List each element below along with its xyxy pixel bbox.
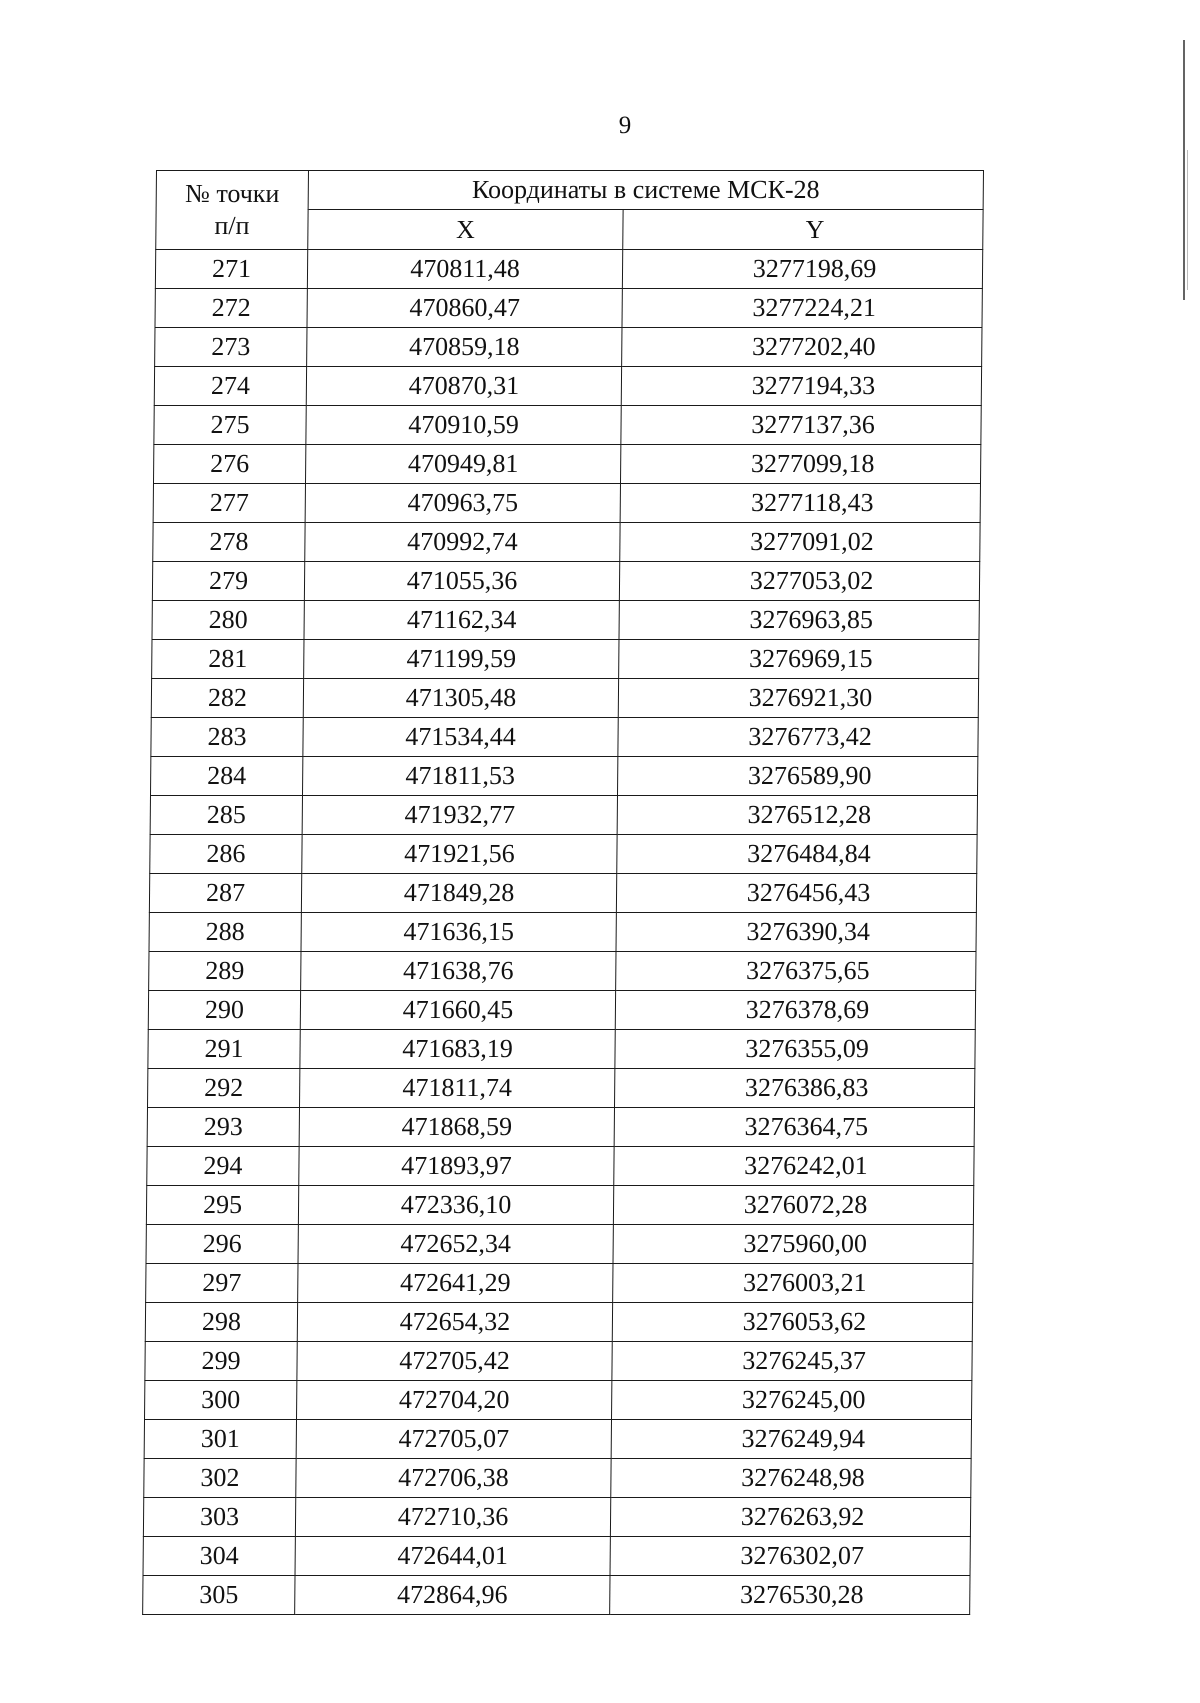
x-coordinate-cell: 471868,59 — [299, 1108, 614, 1147]
y-coordinate-cell: 3277091,02 — [620, 523, 980, 562]
point-number-header-line1: № точки — [184, 179, 280, 208]
x-coordinate-cell: 470860,47 — [307, 289, 622, 328]
table-row — [143, 1576, 970, 1615]
y-coordinate-cell: 3276355,09 — [615, 1030, 975, 1069]
table-row — [153, 523, 980, 562]
y-coordinate-cell: 3276072,28 — [613, 1186, 973, 1225]
x-coordinate-cell: 470963,75 — [305, 484, 620, 523]
point-number-cell: 280 — [152, 601, 304, 640]
y-coordinate-cell: 3276773,42 — [618, 718, 978, 757]
point-number-cell: 283 — [151, 718, 303, 757]
y-coordinate-cell: 3276053,62 — [612, 1303, 972, 1342]
table-row — [152, 562, 979, 601]
point-number-cell: 294 — [147, 1147, 299, 1186]
y-coordinate-cell: 3276484,84 — [617, 835, 977, 874]
y-coordinate-cell: 3276386,83 — [615, 1069, 975, 1108]
point-number-cell: 281 — [152, 640, 304, 679]
y-coordinate-cell: 3276530,28 — [610, 1576, 970, 1615]
point-number-cell: 305 — [143, 1576, 295, 1615]
y-coordinate-cell: 3276003,21 — [613, 1264, 973, 1303]
y-coordinate-cell: 3277194,33 — [621, 367, 981, 406]
x-column-header: X — [308, 210, 623, 250]
point-number-cell: 279 — [152, 562, 304, 601]
table-row — [146, 1264, 973, 1303]
x-coordinate-cell: 471921,56 — [302, 835, 617, 874]
y-coordinate-cell: 3276245,00 — [612, 1381, 972, 1420]
x-coordinate-cell: 472706,38 — [296, 1459, 611, 1498]
table-row — [152, 601, 979, 640]
x-coordinate-cell: 470949,81 — [305, 445, 620, 484]
y-coordinate-cell: 3277198,69 — [622, 250, 982, 289]
coordinates-table — [142, 170, 984, 1615]
y-coordinate-cell: 3277099,18 — [620, 445, 980, 484]
table-row — [154, 367, 981, 406]
point-number-cell: 295 — [146, 1186, 298, 1225]
table-row — [150, 835, 977, 874]
x-coordinate-cell: 472705,42 — [297, 1342, 612, 1381]
point-number-cell: 287 — [149, 874, 301, 913]
table-body — [143, 250, 983, 1615]
point-number-cell: 274 — [154, 367, 306, 406]
point-number-cell: 290 — [148, 991, 300, 1030]
x-coordinate-cell: 472864,96 — [295, 1576, 610, 1615]
table-row — [147, 1108, 974, 1147]
x-coordinate-cell: 472654,32 — [297, 1303, 612, 1342]
y-coordinate-cell: 3276302,07 — [610, 1537, 970, 1576]
x-coordinate-cell: 472641,29 — [298, 1264, 613, 1303]
table-row — [145, 1342, 972, 1381]
x-coordinate-cell: 472704,20 — [297, 1381, 612, 1420]
point-number-cell: 285 — [150, 796, 302, 835]
table-row — [148, 1069, 975, 1108]
x-coordinate-cell: 472652,34 — [298, 1225, 613, 1264]
x-coordinate-cell: 470811,48 — [307, 250, 622, 289]
table-row — [153, 484, 980, 523]
point-number-cell: 300 — [145, 1381, 297, 1420]
y-coordinate-cell: 3275960,00 — [613, 1225, 973, 1264]
point-number-cell: 271 — [155, 250, 307, 289]
x-coordinate-cell: 471055,36 — [304, 562, 619, 601]
point-number-cell: 278 — [153, 523, 305, 562]
point-number-cell: 304 — [143, 1537, 295, 1576]
point-number-cell: 275 — [154, 406, 306, 445]
table-row — [146, 1225, 973, 1264]
point-number-cell: 291 — [148, 1030, 300, 1069]
coordinate-system-header: Координаты в системе МСК-28 — [308, 171, 983, 210]
point-number-cell: 284 — [150, 757, 302, 796]
table-row — [149, 913, 976, 952]
table-row — [155, 289, 982, 328]
point-number-cell: 272 — [155, 289, 307, 328]
x-coordinate-cell: 471199,59 — [304, 640, 619, 679]
x-coordinate-cell: 472644,01 — [295, 1537, 610, 1576]
point-number-cell: 298 — [145, 1303, 297, 1342]
page-number: 9 — [618, 112, 632, 139]
point-number-cell: 302 — [144, 1459, 296, 1498]
table-row — [148, 1030, 975, 1069]
x-coordinate-cell: 471811,53 — [302, 757, 617, 796]
x-coordinate-cell: 471811,74 — [300, 1069, 615, 1108]
table-row — [153, 445, 980, 484]
point-number-cell: 273 — [155, 328, 307, 367]
y-coordinate-cell: 3276249,94 — [611, 1420, 971, 1459]
y-coordinate-cell: 3276248,98 — [611, 1459, 971, 1498]
y-coordinate-cell: 3276245,37 — [612, 1342, 972, 1381]
table-row — [144, 1420, 971, 1459]
point-number-cell: 297 — [146, 1264, 298, 1303]
x-coordinate-cell: 470910,59 — [306, 406, 621, 445]
table-row — [151, 679, 978, 718]
table-row — [147, 1147, 974, 1186]
y-coordinate-cell: 3277053,02 — [619, 562, 979, 601]
table-row — [149, 952, 976, 991]
point-number-cell: 277 — [153, 484, 305, 523]
table-row — [149, 874, 976, 913]
point-number-cell: 293 — [147, 1108, 299, 1147]
table-row — [150, 796, 977, 835]
x-coordinate-cell: 470870,31 — [306, 367, 621, 406]
point-number-cell: 292 — [148, 1069, 300, 1108]
y-coordinate-cell: 3277118,43 — [620, 484, 980, 523]
y-coordinate-cell: 3276390,34 — [616, 913, 976, 952]
x-coordinate-cell: 471638,76 — [301, 952, 616, 991]
x-coordinate-cell: 472336,10 — [298, 1186, 613, 1225]
point-number-cell: 299 — [145, 1342, 297, 1381]
y-coordinate-cell: 3276456,43 — [616, 874, 976, 913]
point-number-header-line2: п/п — [214, 211, 250, 240]
y-coordinate-cell: 3276969,15 — [619, 640, 979, 679]
point-number-cell: 289 — [149, 952, 301, 991]
scan-edge-line-faint — [1187, 150, 1188, 290]
y-coordinate-cell: 3276963,85 — [619, 601, 979, 640]
x-coordinate-cell: 471660,45 — [300, 991, 615, 1030]
table-row — [145, 1381, 972, 1420]
x-coordinate-cell: 472705,07 — [296, 1420, 611, 1459]
y-coordinate-cell: 3276364,75 — [614, 1108, 974, 1147]
x-coordinate-cell: 471683,19 — [300, 1030, 615, 1069]
table-row — [150, 757, 977, 796]
x-coordinate-cell: 471162,34 — [304, 601, 619, 640]
point-number-cell: 282 — [151, 679, 303, 718]
scan-edge-line — [1183, 40, 1185, 300]
point-number-cell: 303 — [143, 1498, 295, 1537]
y-column-header: Y — [623, 210, 983, 250]
table-row — [144, 1459, 971, 1498]
y-coordinate-cell: 3277137,36 — [621, 406, 981, 445]
y-coordinate-cell: 3276375,65 — [616, 952, 976, 991]
x-coordinate-cell: 471305,48 — [303, 679, 618, 718]
x-coordinate-cell: 471534,44 — [303, 718, 618, 757]
y-coordinate-cell: 3276242,01 — [614, 1147, 974, 1186]
x-coordinate-cell: 471849,28 — [301, 874, 616, 913]
table-row — [152, 640, 979, 679]
y-coordinate-cell: 3276512,28 — [617, 796, 977, 835]
x-coordinate-cell: 471893,97 — [299, 1147, 614, 1186]
table-row — [154, 406, 981, 445]
table-row — [155, 250, 982, 289]
x-coordinate-cell: 472710,36 — [295, 1498, 610, 1537]
y-coordinate-cell: 3276921,30 — [618, 679, 978, 718]
x-coordinate-cell: 470859,18 — [307, 328, 622, 367]
point-number-cell: 276 — [153, 445, 305, 484]
table-row — [148, 991, 975, 1030]
point-number-header — [156, 171, 309, 250]
table-row — [143, 1537, 970, 1576]
x-coordinate-cell: 471636,15 — [301, 913, 616, 952]
point-number-cell: 296 — [146, 1225, 298, 1264]
point-number-cell: 288 — [149, 913, 301, 952]
x-coordinate-cell: 471932,77 — [302, 796, 617, 835]
y-coordinate-cell: 3277224,21 — [622, 289, 982, 328]
table-row — [143, 1498, 970, 1537]
y-coordinate-cell: 3276378,69 — [615, 991, 975, 1030]
point-number-cell: 286 — [150, 835, 302, 874]
table-row — [145, 1303, 972, 1342]
point-number-cell: 301 — [144, 1420, 296, 1459]
table-row — [155, 328, 982, 367]
y-coordinate-cell: 3277202,40 — [622, 328, 982, 367]
y-coordinate-cell: 3276263,92 — [610, 1498, 970, 1537]
y-coordinate-cell: 3276589,90 — [617, 757, 977, 796]
x-coordinate-cell: 470992,74 — [305, 523, 620, 562]
table-row — [151, 718, 978, 757]
table-row — [146, 1186, 973, 1225]
